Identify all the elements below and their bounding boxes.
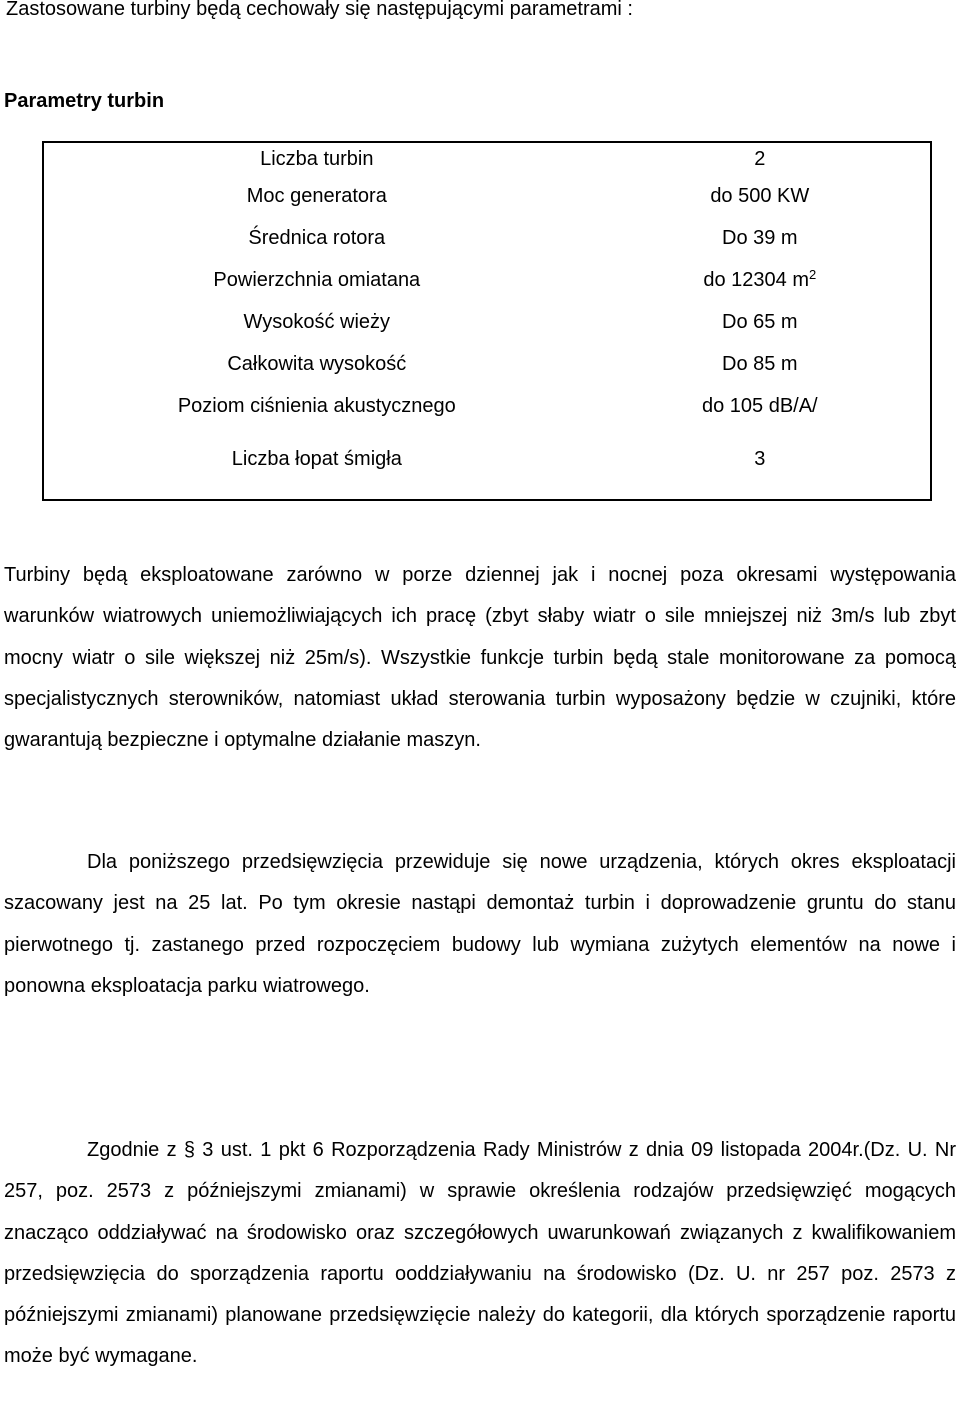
param-label: Moc generatora	[246, 184, 387, 207]
parameters-table	[42, 141, 932, 501]
param-label: Całkowita wysokość	[227, 352, 407, 375]
intro-text: Zastosowane turbiny będą cechowały się następującymi parametrami :	[6, 0, 633, 20]
param-value-superscript: 2	[809, 266, 817, 282]
paragraph-text: Dla poniższego przedsięwzięcia przewiduje się nowe urządzenia, których okres eksploatacji szacowany jest na 25 lat. Po tym okresie nastąpi demontaż turbin i doprowadzenie gruntu do stanu pierwotnego tj. zastanego przed rozpoczęciem budowy lub wymiana zużytych elementów na nowe i ponowna eksploatacja parku wiatrowego.	[4, 851, 956, 997]
param-value: Do 85 m	[722, 352, 798, 375]
param-value: do 105 dB/A/	[701, 394, 818, 417]
regulation-paragraph	[4, 1130, 956, 1378]
param-label: Liczba turbin	[260, 147, 374, 170]
table-row	[43, 175, 931, 217]
param-value	[665, 259, 931, 301]
param-label: Liczba łopat śmigła	[231, 447, 402, 470]
param-label: Powierzchnia omiatana	[213, 268, 421, 291]
param-value: 2	[754, 147, 766, 170]
table-row	[43, 427, 931, 500]
paragraph-text: Turbiny będą eksploatowane zarówno w porze dziennej jak i nocnej poza okresami występowania warunków wiatrowych uniemożliwiających ich pracę (zbyt słaby wiatr o sile mniejszej niż 3m/s lub zbyt mocny wiatr o sile większej niż 25m/s). Wszystkie funkcje turbin będą stale monitorowane za pomocą specjalistycznych sterowników, natomiast układ sterowania turbin wyposażony będzie w czujniki, które gwarantują bezpieczne i optymalne działanie maszyn.	[4, 564, 956, 752]
paragraph-text: Zgodnie z § 3 ust. 1 pkt 6 Rozporządzenia Rady Ministrów z dnia 09 listopada 2004r.(Dz. U. Nr 257, poz. 2573 z późniejszymi zmianami) w sprawie określenia rodzajów przedsięwzięć mogących znacząco oddziaływać na środowisko oraz szczegółowych uwarunkowań związanych z kwalifikowaniem przedsięwzięcia do sporządzenia raportu ooddziaływaniu na środowisko (Dz. U. nr 257 poz. 2573 z późniejszymi zmianami) planowane przedsięwzięcie należy do kategorii, dla których sporządzenie raportu może być wymagane.	[4, 1139, 956, 1368]
param-label: Wysokość wieży	[243, 310, 391, 333]
lifetime-paragraph	[4, 842, 956, 1007]
param-label: Średnica rotora	[248, 226, 386, 249]
table-row	[43, 301, 931, 343]
table-row	[43, 343, 931, 385]
param-value: Do 39 m	[722, 226, 798, 249]
param-value-text: do 12304 m	[703, 268, 809, 291]
param-value: 3	[754, 447, 766, 470]
table-row	[43, 217, 931, 259]
param-label: Poziom ciśnienia akustycznego	[177, 394, 456, 417]
table-row	[43, 142, 931, 175]
param-value: Do 65 m	[722, 310, 798, 333]
table-row	[43, 385, 931, 427]
table-row	[43, 259, 931, 301]
param-value: do 500 KW	[710, 184, 810, 207]
operation-paragraph	[4, 555, 956, 761]
section-title: Parametry turbin	[4, 90, 165, 112]
